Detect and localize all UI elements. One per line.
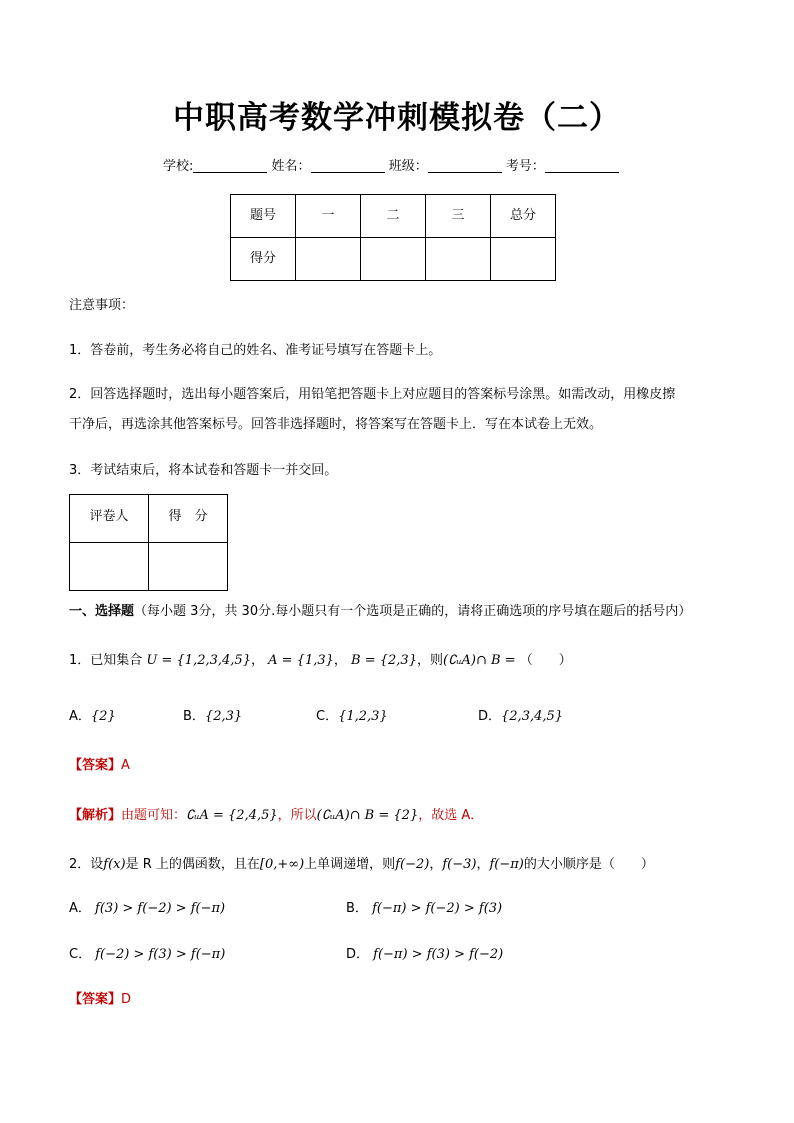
option-label: A． — [69, 901, 91, 916]
q1-option-b — [183, 705, 242, 724]
analysis-text: ，所以 — [277, 808, 317, 823]
section-1-label: 一、选择题 — [69, 604, 135, 619]
option-value: f(−π) > f(−2) > f(3) — [372, 901, 503, 916]
q2-value: f(−3) — [442, 857, 477, 872]
q2-text: 上单调递增，则 — [304, 857, 396, 872]
analysis-math: (∁ᵤA)∩ B = {2} — [316, 808, 419, 823]
q1-analysis — [69, 804, 483, 823]
section-1-desc: （每小题 3分，共 30分.每小题只有一个选项是正确的，请将正确选项的序号填在题后的括号内） — [134, 604, 692, 619]
score-cell[interactable] — [426, 238, 491, 281]
notice-item-1: 1．答卷前，考生务必将自己的姓名、准考证号填写在答题卡上。 — [69, 343, 442, 358]
score-header-cell: 总分 — [491, 195, 556, 238]
grader-score-cell[interactable] — [149, 543, 228, 591]
school-blank[interactable] — [193, 158, 267, 173]
option-value: {1,2,3} — [338, 709, 388, 724]
score-header-cell: 二 — [361, 195, 426, 238]
grader-table — [69, 494, 228, 591]
q1-expression: (∁ᵤA)∩ B = — [443, 653, 516, 668]
score-row-label: 得分 — [231, 238, 296, 281]
option-value: {2,3} — [204, 709, 243, 724]
score-table — [230, 194, 556, 281]
q1-option-a — [69, 705, 116, 724]
option-value: {2,3,4,5} — [501, 709, 564, 724]
notice-item-3: 3．考试结束后，将本试卷和答题卡一并交回。 — [69, 463, 338, 478]
name-label: 姓名： — [271, 159, 311, 174]
question-1-stem — [69, 649, 572, 668]
answer-value: A — [121, 758, 130, 773]
q1-sep: ， — [250, 653, 264, 668]
option-value: f(−π) > f(3) > f(−2) — [373, 947, 504, 962]
exam-no-blank[interactable] — [545, 158, 619, 173]
grader-header-row — [70, 495, 228, 543]
grader-value-row — [70, 543, 228, 591]
analysis-tag: 【解析】 — [69, 808, 122, 823]
q1-prefix: 1．已知集合 — [69, 653, 143, 668]
option-label: D． — [346, 947, 370, 962]
answer-tag: 【答案】 — [69, 758, 122, 773]
score-header-cell: 三 — [426, 195, 491, 238]
analysis-text: 由题可知： — [121, 808, 187, 823]
option-label: A． — [69, 709, 91, 724]
school-label: 学校: — [163, 159, 194, 174]
question-2-stem — [69, 853, 654, 872]
student-info-line — [163, 155, 619, 174]
score-cell[interactable] — [361, 238, 426, 281]
q2-text: 的大小顺序是（ ） — [523, 857, 654, 872]
score-cell[interactable] — [491, 238, 556, 281]
option-value: f(3) > f(−2) > f(−π) — [95, 901, 226, 916]
q1-set-u: U = {1,2,3,4,5} — [146, 653, 251, 668]
q2-value: f(−2) — [395, 857, 430, 872]
option-label: B． — [183, 709, 205, 724]
q1-answer-bracket: （ ） — [519, 653, 572, 668]
grader-cell[interactable] — [70, 543, 149, 591]
option-label: C． — [316, 709, 339, 724]
q2-option-c — [69, 943, 225, 962]
score-table-header-row — [231, 195, 556, 238]
q1-sep: ， — [333, 653, 347, 668]
q1-option-d — [478, 705, 563, 724]
class-label: 班级： — [388, 159, 428, 174]
grader-label: 评卷人 — [70, 495, 149, 543]
notice-heading: 注意事项： — [69, 298, 135, 313]
notice-item-2-line-1: 2．回答选择题时，选出每小题答案后，用铅笔把答题卡上对应题目的答案标号涂黑。如需改动，用橡皮擦 — [69, 387, 676, 402]
q1-set-a: A = {1,3} — [268, 653, 334, 668]
page-title: 中职高考数学冲刺模拟卷（二） — [173, 100, 621, 136]
q2-text: 是 R 上的偶函数，且在 — [125, 857, 260, 872]
name-blank[interactable] — [311, 158, 385, 173]
notice-item-2-line-2: 干净后，再选涂其他答案标号。回答非选择题时，将答案写在答题卡上．写在本试卷上无效。 — [69, 417, 603, 432]
answer-value: D — [121, 992, 132, 1007]
q2-text: ， — [429, 857, 443, 872]
answer-tag: 【答案】 — [69, 992, 122, 1007]
score-header-cell: 一 — [296, 195, 361, 238]
score-table-score-row — [231, 238, 556, 281]
q1-set-b: B = {2,3} — [351, 653, 417, 668]
score-cell[interactable] — [296, 238, 361, 281]
class-blank[interactable] — [428, 158, 502, 173]
option-label: B． — [346, 901, 368, 916]
q2-prefix: 2．设 — [69, 857, 104, 872]
q2-option-a — [69, 897, 225, 916]
q2-answer — [69, 988, 131, 1007]
option-label: D． — [478, 709, 502, 724]
analysis-math: ∁ᵤA = {2,4,5} — [186, 808, 278, 823]
grader-score-label: 得 分 — [149, 495, 228, 543]
q1-option-c — [316, 705, 388, 724]
exam-no-label: 考号： — [505, 159, 545, 174]
q2-interval: [0,+∞) — [259, 857, 305, 872]
q2-function: f(x) — [103, 857, 126, 872]
option-label: C． — [69, 947, 92, 962]
q2-option-d — [346, 943, 503, 962]
q2-value: f(−π) — [489, 857, 524, 872]
q1-answer — [69, 754, 130, 773]
q1-then: ，则 — [416, 653, 443, 668]
q2-option-b — [346, 897, 502, 916]
score-header-cell: 题号 — [231, 195, 296, 238]
option-value: f(−2) > f(3) > f(−π) — [95, 947, 226, 962]
section-1-heading — [69, 600, 691, 619]
analysis-text: ，故选 A． — [418, 808, 484, 823]
q2-text: ， — [476, 857, 490, 872]
option-value: {2} — [90, 709, 116, 724]
